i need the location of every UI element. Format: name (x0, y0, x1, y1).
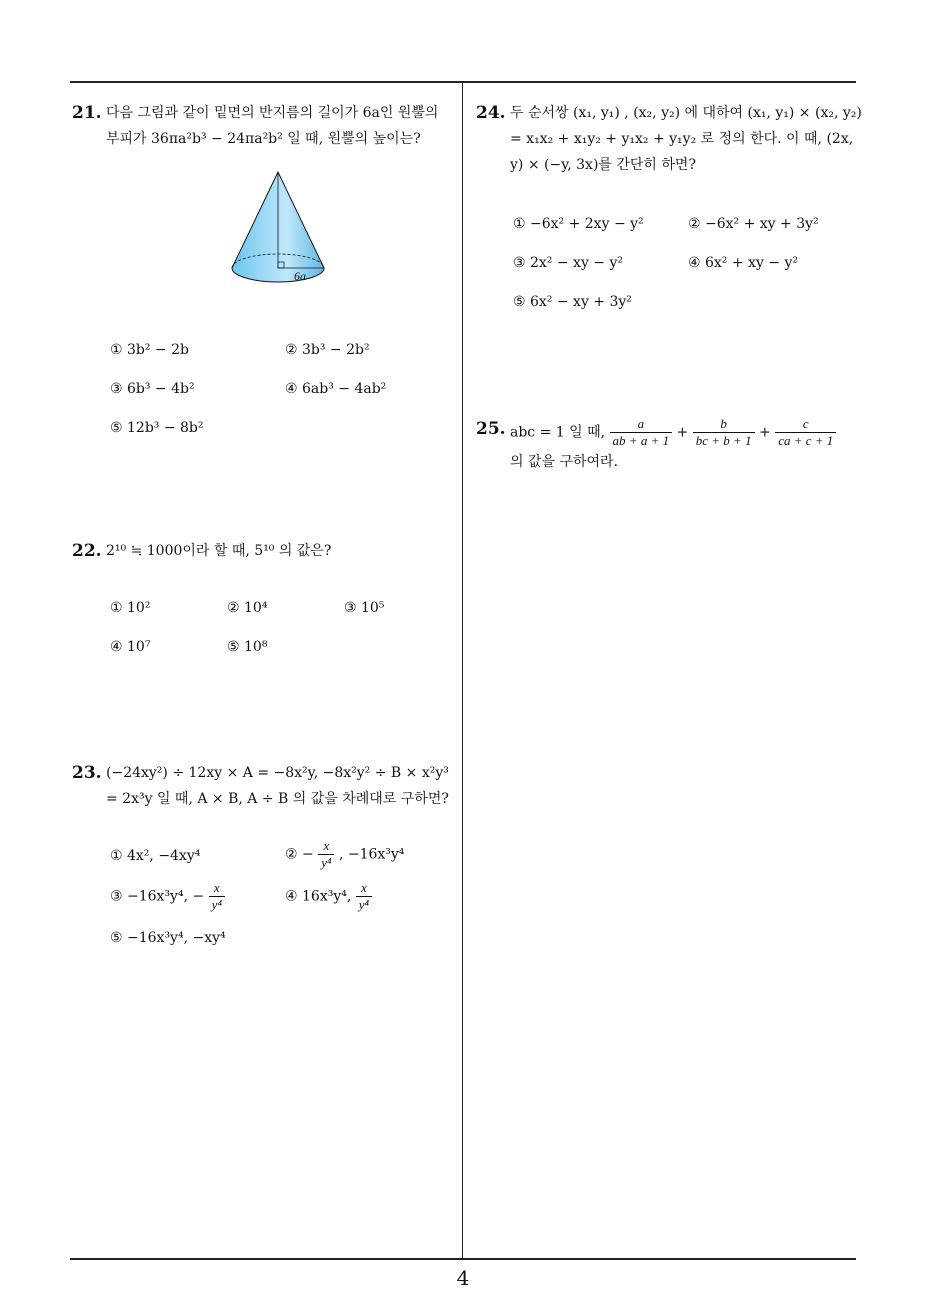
q24-option-3[interactable]: ③ 2x² − xy − y² (513, 255, 624, 271)
q23-option-5[interactable]: ⑤ −16x³y⁴, −xy⁴ (110, 930, 226, 946)
option-prefix: ④ 16x³y⁴, (285, 888, 352, 905)
cone-figure (228, 168, 328, 288)
q21-option-3[interactable]: ③ 6b³ − 4b² (110, 381, 195, 397)
numerator: b (693, 416, 755, 433)
fraction (318, 838, 334, 871)
q21-option-4[interactable]: ④ 6ab³ − 4ab² (285, 381, 387, 397)
q21-option-5[interactable]: ⑤ 12b³ − 8b² (110, 420, 204, 436)
q22-option-2[interactable]: ② 10⁴ (227, 600, 268, 616)
q21-option-2[interactable]: ② 3b³ − 2b² (285, 342, 370, 358)
q21-option-1[interactable]: ① 3b² − 2b (110, 342, 189, 358)
q23-option-4[interactable] (285, 880, 372, 913)
q24-option-2[interactable]: ② −6x² + xy + 3y² (688, 216, 819, 232)
numerator: x (209, 880, 225, 897)
q22-option-5[interactable]: ⑤ 10⁸ (227, 639, 268, 655)
q24-option-4[interactable]: ④ 6x² + xy − y² (688, 255, 799, 271)
bottom-rule (70, 1258, 856, 1260)
question-text: 2¹⁰ ≒ 1000이라 할 때, 5¹⁰ 의 값은? (106, 543, 332, 559)
numerator: x (318, 838, 334, 855)
q24-option-5[interactable]: ⑤ 6x² − xy + 3y² (513, 294, 632, 310)
question-number: 21. (72, 103, 102, 123)
denominator: bc + b + 1 (695, 433, 752, 448)
question-24 (476, 100, 862, 178)
numerator: x (356, 880, 372, 897)
q23-option-1[interactable]: ① 4x², −4xy⁴ (110, 848, 201, 864)
denominator: y⁴ (358, 897, 370, 912)
plus-sign: + (676, 424, 689, 441)
fraction-b (693, 416, 755, 449)
fraction-c (775, 416, 836, 449)
option-suffix: , −16x³y⁴ (338, 846, 405, 863)
question-text: 다음 그림과 같이 밑면의 반지름의 길이가 6a인 원뿔의 부피가 36πa²b³ − 24πa²b² 일 때, 원뿔의 높이는? (106, 105, 439, 147)
top-rule (70, 81, 856, 83)
question-25 (476, 416, 862, 475)
question-number: 24. (476, 103, 506, 123)
q22-option-1[interactable]: ① 10² (110, 600, 151, 616)
denominator: ab + a + 1 (612, 433, 670, 448)
question-23 (72, 760, 456, 812)
question-number: 23. (72, 763, 102, 783)
question-lead: abc = 1 일 때, (510, 424, 606, 441)
q23-option-2[interactable] (285, 838, 404, 871)
numerator: c (775, 416, 836, 433)
numerator: a (610, 416, 673, 433)
column-divider (462, 82, 463, 1259)
radius-label: 6a (294, 269, 306, 283)
question-tail: 의 값을 구하여라. (510, 454, 619, 470)
question-text: (−24xy²) ÷ 12xy × A = −8x²y, −8x²y² ÷ B × x²y³ = 2x³y 일 때, A × B, A ÷ B 의 값을 차례대로 구하면? (106, 765, 449, 807)
fraction (356, 880, 372, 913)
page-number: 4 (456, 1266, 470, 1290)
question-number: 22. (72, 541, 102, 561)
q23-option-3[interactable] (110, 880, 225, 913)
denominator: ca + c + 1 (778, 433, 834, 448)
question-22 (72, 538, 452, 564)
question-text: 두 순서쌍 (x₁, y₁) , (x₂, y₂) 에 대하여 (x₁, y₁) × (x₂, y₂) = x₁x₂ + x₁y₂ + y₁x₂ + y₁y₂ 로 정의 한다. 이 때, (2x, y) × (−y, 3x)를 간단히 하면? (510, 105, 862, 173)
q22-option-4[interactable]: ④ 10⁷ (110, 639, 151, 655)
q24-option-1[interactable]: ① −6x² + 2xy − y² (513, 216, 644, 232)
fraction (209, 880, 225, 913)
denominator: y⁴ (321, 855, 332, 870)
question-body (510, 416, 862, 449)
fraction-a (610, 416, 673, 449)
plus-sign: + (759, 424, 771, 441)
denominator: y⁴ (211, 897, 222, 912)
option-prefix: ② − (285, 846, 314, 863)
question-number: 25. (476, 419, 506, 439)
q22-option-3[interactable]: ③ 10⁵ (344, 600, 385, 616)
option-prefix: ③ −16x³y⁴, − (110, 888, 205, 905)
question-21 (72, 100, 452, 152)
